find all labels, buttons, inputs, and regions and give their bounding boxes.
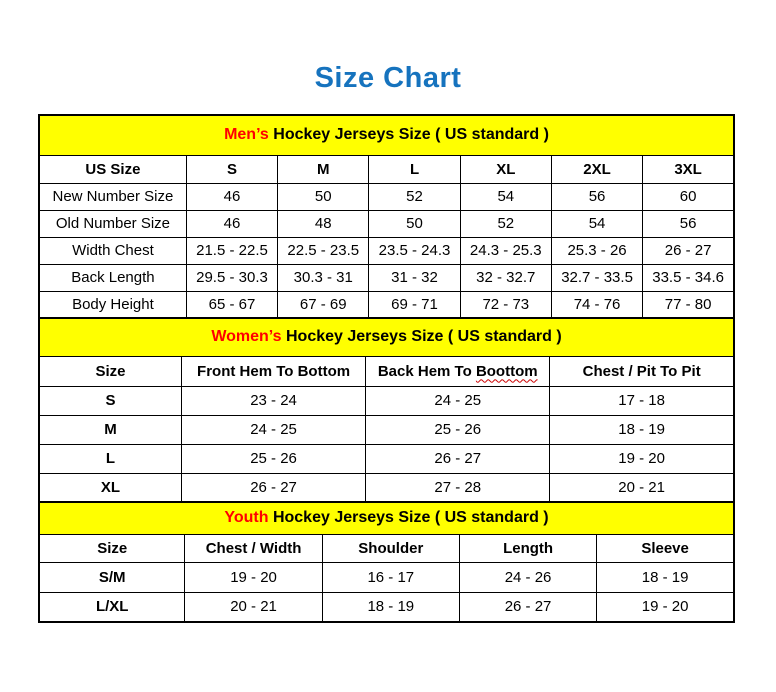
youth-value-cell: 20 - 21 xyxy=(185,592,322,622)
size-table-mens xyxy=(38,114,735,319)
youth-section-title xyxy=(39,502,734,534)
mens-value-cell: 22.5 - 23.5 xyxy=(278,237,369,264)
youth-value-cell: 19 - 20 xyxy=(185,562,322,592)
youth-column-header: Shoulder xyxy=(322,534,459,562)
mens-value-cell: 54 xyxy=(460,183,551,210)
womens-value-cell: 27 - 28 xyxy=(366,473,550,502)
mens-value-cell: 67 - 69 xyxy=(278,291,369,318)
youth-row-label: L/XL xyxy=(39,592,185,622)
mens-value-cell: 54 xyxy=(551,210,642,237)
table-row xyxy=(39,562,734,592)
mens-row-label: Width Chest xyxy=(39,237,186,264)
womens-row-label: M xyxy=(39,415,181,444)
table-row xyxy=(39,444,734,473)
womens-value-cell: 17 - 18 xyxy=(550,386,734,415)
mens-value-cell: 33.5 - 34.6 xyxy=(643,264,734,291)
womens-value-cell: 20 - 21 xyxy=(550,473,734,502)
womens-value-cell: 26 - 27 xyxy=(181,473,365,502)
womens-value-cell: 19 - 20 xyxy=(550,444,734,473)
womens-section-title-highlight: Women’s xyxy=(211,328,282,346)
womens-column-header: Chest / Pit To Pit xyxy=(550,356,734,386)
youth-value-cell: 24 - 26 xyxy=(459,562,596,592)
youth-column-header: Chest / Width xyxy=(185,534,322,562)
mens-value-cell: 32 - 32.7 xyxy=(460,264,551,291)
mens-value-cell: 26 - 27 xyxy=(643,237,734,264)
table-row xyxy=(39,291,734,318)
mens-value-cell: 29.5 - 30.3 xyxy=(186,264,277,291)
mens-section-title xyxy=(39,115,734,155)
youth-row-label: S/M xyxy=(39,562,185,592)
mens-column-header: M xyxy=(278,155,369,183)
table-row xyxy=(39,210,734,237)
womens-value-cell: 24 - 25 xyxy=(366,386,550,415)
table-row xyxy=(39,264,734,291)
mens-value-cell: 23.5 - 24.3 xyxy=(369,237,460,264)
mens-column-header: US Size xyxy=(39,155,186,183)
mens-value-cell: 48 xyxy=(278,210,369,237)
womens-section-title xyxy=(39,318,734,356)
mens-row-label: Old Number Size xyxy=(39,210,186,237)
table-row xyxy=(39,183,734,210)
mens-value-cell: 52 xyxy=(369,183,460,210)
mens-row-label: New Number Size xyxy=(39,183,186,210)
mens-value-cell: 32.7 - 33.5 xyxy=(551,264,642,291)
table-row xyxy=(39,237,734,264)
womens-value-cell: 25 - 26 xyxy=(181,444,365,473)
youth-column-header: Size xyxy=(39,534,185,562)
mens-column-header: XL xyxy=(460,155,551,183)
mens-column-header: L xyxy=(369,155,460,183)
mens-value-cell: 74 - 76 xyxy=(551,291,642,318)
misspelled-word: Boottom xyxy=(475,362,538,380)
size-table-womens xyxy=(38,317,735,503)
mens-value-cell: 46 xyxy=(186,210,277,237)
mens-value-cell: 60 xyxy=(643,183,734,210)
mens-value-cell: 50 xyxy=(369,210,460,237)
mens-column-header: 3XL xyxy=(643,155,734,183)
womens-column-header: Back Hem To Boottom xyxy=(366,356,550,386)
youth-value-cell: 16 - 17 xyxy=(322,562,459,592)
youth-value-cell: 26 - 27 xyxy=(459,592,596,622)
mens-row-label: Back Length xyxy=(39,264,186,291)
womens-value-cell: 18 - 19 xyxy=(550,415,734,444)
womens-value-cell: 26 - 27 xyxy=(366,444,550,473)
table-row xyxy=(39,592,734,622)
womens-value-cell: 25 - 26 xyxy=(366,415,550,444)
mens-value-cell: 25.3 - 26 xyxy=(551,237,642,264)
mens-value-cell: 72 - 73 xyxy=(460,291,551,318)
table-row xyxy=(39,415,734,444)
mens-value-cell: 21.5 - 22.5 xyxy=(186,237,277,264)
table-row xyxy=(39,386,734,415)
mens-value-cell: 46 xyxy=(186,183,277,210)
mens-column-header: S xyxy=(186,155,277,183)
size-tables-container xyxy=(38,114,735,623)
mens-section-title-highlight: Men’s xyxy=(224,126,269,144)
mens-column-header: 2XL xyxy=(551,155,642,183)
womens-value-cell: 24 - 25 xyxy=(181,415,365,444)
youth-value-cell: 19 - 20 xyxy=(597,592,734,622)
youth-section-title-highlight: Youth xyxy=(224,509,269,527)
mens-value-cell: 31 - 32 xyxy=(369,264,460,291)
womens-column-header: Size xyxy=(39,356,181,386)
mens-row-label: Body Height xyxy=(39,291,186,318)
youth-column-header: Length xyxy=(459,534,596,562)
mens-value-cell: 50 xyxy=(278,183,369,210)
youth-value-cell: 18 - 19 xyxy=(322,592,459,622)
womens-row-label: S xyxy=(39,386,181,415)
womens-row-label: XL xyxy=(39,473,181,502)
womens-column-header: Front Hem To Bottom xyxy=(181,356,365,386)
youth-value-cell: 18 - 19 xyxy=(597,562,734,592)
page-title: Size Chart xyxy=(314,62,462,94)
size-table-youth xyxy=(38,501,735,623)
womens-value-cell: 23 - 24 xyxy=(181,386,365,415)
mens-value-cell: 24.3 - 25.3 xyxy=(460,237,551,264)
youth-section-title-text: Hockey Jerseys Size ( US standard ) xyxy=(268,509,549,527)
mens-value-cell: 65 - 67 xyxy=(186,291,277,318)
mens-value-cell: 30.3 - 31 xyxy=(278,264,369,291)
table-row xyxy=(39,473,734,502)
womens-row-label: L xyxy=(39,444,181,473)
mens-value-cell: 56 xyxy=(551,183,642,210)
mens-value-cell: 77 - 80 xyxy=(643,291,734,318)
mens-value-cell: 56 xyxy=(643,210,734,237)
mens-value-cell: 69 - 71 xyxy=(369,291,460,318)
womens-section-title-text: Hockey Jerseys Size ( US standard ) xyxy=(281,328,562,346)
mens-value-cell: 52 xyxy=(460,210,551,237)
mens-section-title-text: Hockey Jerseys Size ( US standard ) xyxy=(268,126,549,144)
youth-column-header: Sleeve xyxy=(597,534,734,562)
